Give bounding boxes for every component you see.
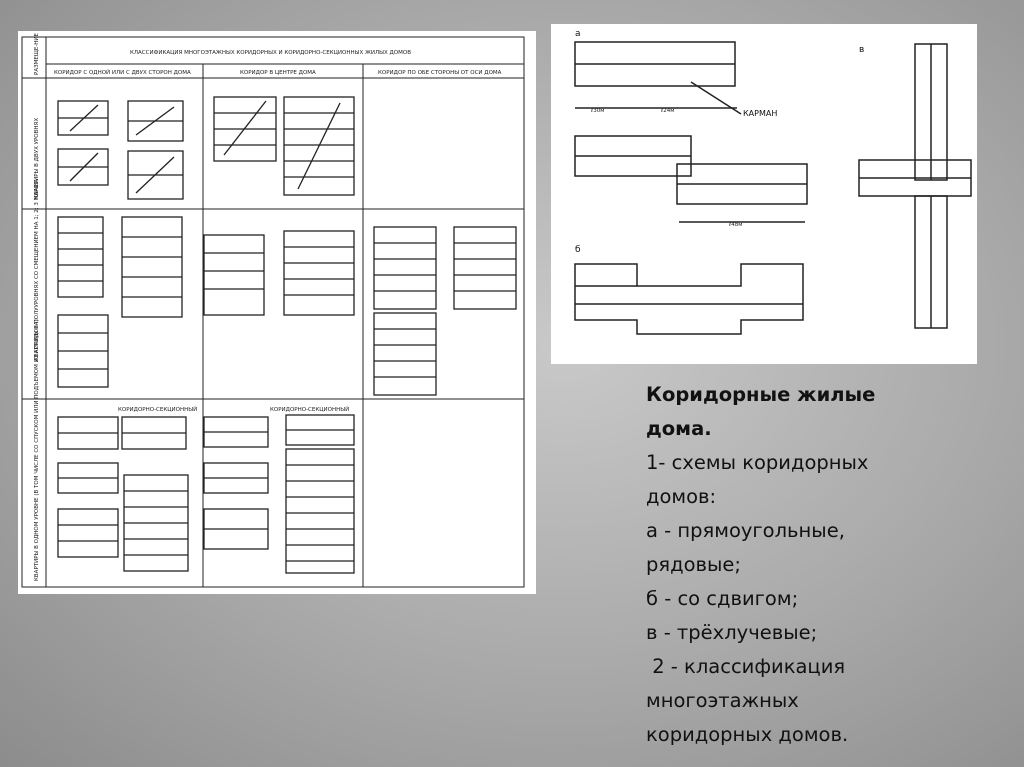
corridor-plans-drawing xyxy=(551,24,977,364)
plan-label-b: б xyxy=(575,245,581,255)
caption-line-4: рядовые; xyxy=(646,553,741,576)
caption-line-9: коридорных домов. xyxy=(646,723,849,746)
plan-label-a: а xyxy=(575,29,581,39)
row2-sketches xyxy=(58,217,516,395)
table-col2-header: КОРИДОР В ЦЕНТРЕ ДОМА xyxy=(240,70,316,76)
row1-sketches xyxy=(58,97,354,199)
caption-line-6: в - трёхлучевые; xyxy=(646,621,818,644)
caption-title-line2: дома. xyxy=(646,417,712,440)
plan-b-shapes xyxy=(575,264,803,334)
row3-sketches xyxy=(58,415,354,573)
table-sub2-label: КОРИДОРНО-СЕКЦИОННЫЙ xyxy=(270,407,350,413)
corridor-plans-image xyxy=(551,24,977,364)
plan-dim-48: ℓ48м xyxy=(729,222,743,228)
table-col3-header: КОРИДОР ПО ОБЕ СТОРОНЫ ОТ ОСИ ДОМА xyxy=(378,70,502,76)
caption-line-5: б - со сдвигом; xyxy=(646,587,799,610)
table-sub1-label: КОРИДОРНО-СЕКЦИОННЫЙ xyxy=(118,407,198,413)
classification-table-image xyxy=(18,31,536,594)
plan-label-v: в xyxy=(859,45,865,55)
plan-v-shapes xyxy=(859,44,971,328)
table-row3-label: КВАРТИРЫ В ОДНОМ УРОВНЕ (В ТОМ ЧИСЛЕ СО СПУСКОМ ИЛИ ПОДЪЕМОМ ИЗ КОРИДОРА) xyxy=(34,319,40,581)
caption-title-line1: Коридорные жилые xyxy=(646,383,876,406)
table-corner-label: РАЗМЕЩЕ-НИЕ КВАРТИРЫ xyxy=(34,31,40,75)
table-col1-header: КОРИДОР С ОДНОЙ ИЛИ С ДВУХ СТОРОН ДОМА xyxy=(54,70,191,76)
table-header-main: КЛАССИФИКАЦИЯ МНОГОЭТАЖНЫХ КОРИДОРНЫХ И КОРИДОРНО-СЕКЦИОННЫХ ЖИЛЫХ ДОМОВ xyxy=(130,50,411,56)
caption-line-2: домов: xyxy=(646,485,717,508)
caption-line-3: а - прямоугольные, xyxy=(646,519,845,542)
caption-text xyxy=(646,378,986,752)
plan-dim-30: ℓ30м xyxy=(591,108,605,114)
plan-dim-24: ℓ24м xyxy=(661,108,675,114)
table-row2-label: КВАРТИРЫ В ПОЛУУРОВНЯХ СО СМЕЩЕНИЕМ НА 1; 2; 3 МАРША xyxy=(34,178,40,361)
caption-line-8: многоэтажных xyxy=(646,689,799,712)
table-row1-label: КВАРТИРЫ В ДВУХ УРОВНЯХ xyxy=(34,117,40,199)
plan-a-shapes xyxy=(575,42,807,222)
plan-karman-label: КАРМАН xyxy=(743,109,778,118)
caption-line-7: 2 - классификация xyxy=(646,655,846,678)
classification-table-drawing xyxy=(18,31,536,594)
caption-line-1: 1- схемы коридорных xyxy=(646,451,869,474)
